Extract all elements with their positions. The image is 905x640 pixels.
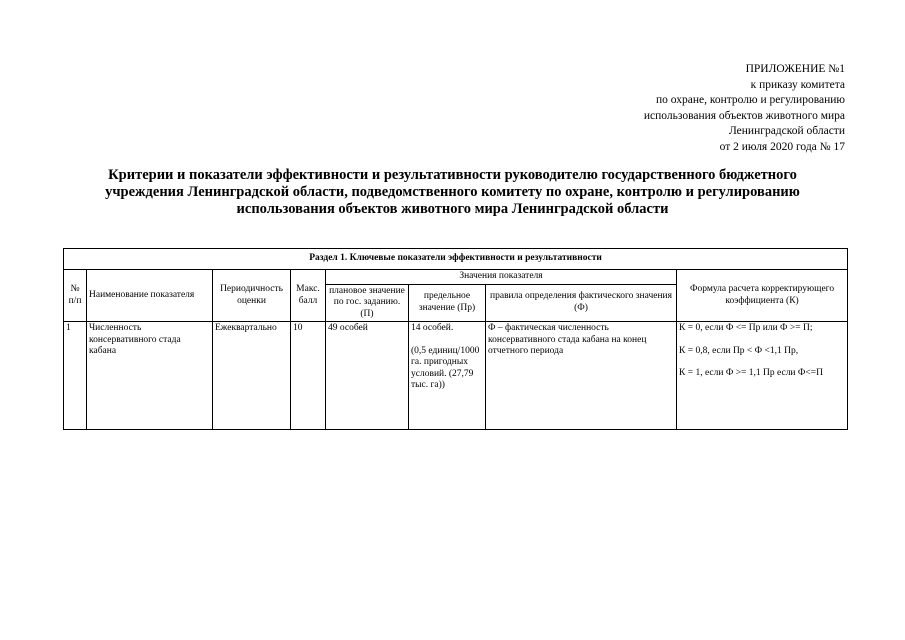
section-title: Раздел 1. Ключевые показатели эффективности и результативности (64, 249, 848, 270)
annex-line: к приказу комитета (750, 78, 845, 91)
annex-line: использования объектов животного мира (643, 109, 845, 122)
limit-note: (0,5 единиц/1000 га. пригодных условий. (27,79 тыс. га)) (411, 345, 480, 390)
header-planned: плановое значение по гос. заданию. (П) (326, 284, 409, 322)
header-formula: Формула расчета корректирующего коэффициента (К) (677, 270, 848, 322)
header-period: Периодичность оценки (213, 270, 291, 322)
annex-block (644, 62, 845, 155)
cell-period: Ежеквартально (213, 322, 291, 430)
formula-line: К = 1, если Ф >= 1,1 Пр если Ф<=П (679, 368, 823, 378)
cell-formula (677, 322, 848, 430)
table-row (64, 322, 848, 430)
header-num: № п/п (64, 270, 87, 322)
annex-line: ПРИЛОЖЕНИЕ №1 (745, 63, 845, 75)
limit-value: 14 особей. (411, 323, 454, 333)
document-title (80, 167, 825, 218)
formula-line: К = 0,8, если Пр < Ф <1,1 Пр, (679, 345, 799, 356)
indicators-table (63, 248, 848, 430)
annex-line: по охране, контролю и регулированию (655, 94, 845, 106)
header-name: Наименование показателя (87, 270, 213, 322)
cell-num: 1 (64, 322, 87, 430)
header-values-group: Значения показателя (326, 270, 677, 285)
header-limit: предельное значение (Пр) (409, 284, 486, 322)
cell-planned: 49 особей (326, 322, 409, 430)
cell-limit (409, 322, 486, 430)
cell-rules: Ф – фактическая численность консервативного стада кабана на конец отчетного периода (486, 322, 677, 430)
formula-line: К = 0, если Ф <= Пр или Ф >= П; (679, 323, 813, 333)
title-line: использования объектов животного мира Ленинградской области (236, 201, 669, 217)
title-line: Критерии и показатели эффективности и результативности руководителю государственного бюджетного (108, 167, 797, 183)
header-max: Макс. балл (291, 270, 326, 322)
cell-max: 10 (291, 322, 326, 430)
header-rules: правила определения фактического значения (Ф) (486, 284, 677, 322)
title-line: учреждения Ленинградской области, подведомственного комитету по охране, контролю и регулированию (105, 184, 800, 200)
annex-line: Ленинградской области (728, 125, 845, 137)
cell-name: Численность консервативного стада кабана (87, 322, 213, 430)
annex-line: от 2 июля 2020 года № 17 (719, 140, 845, 153)
